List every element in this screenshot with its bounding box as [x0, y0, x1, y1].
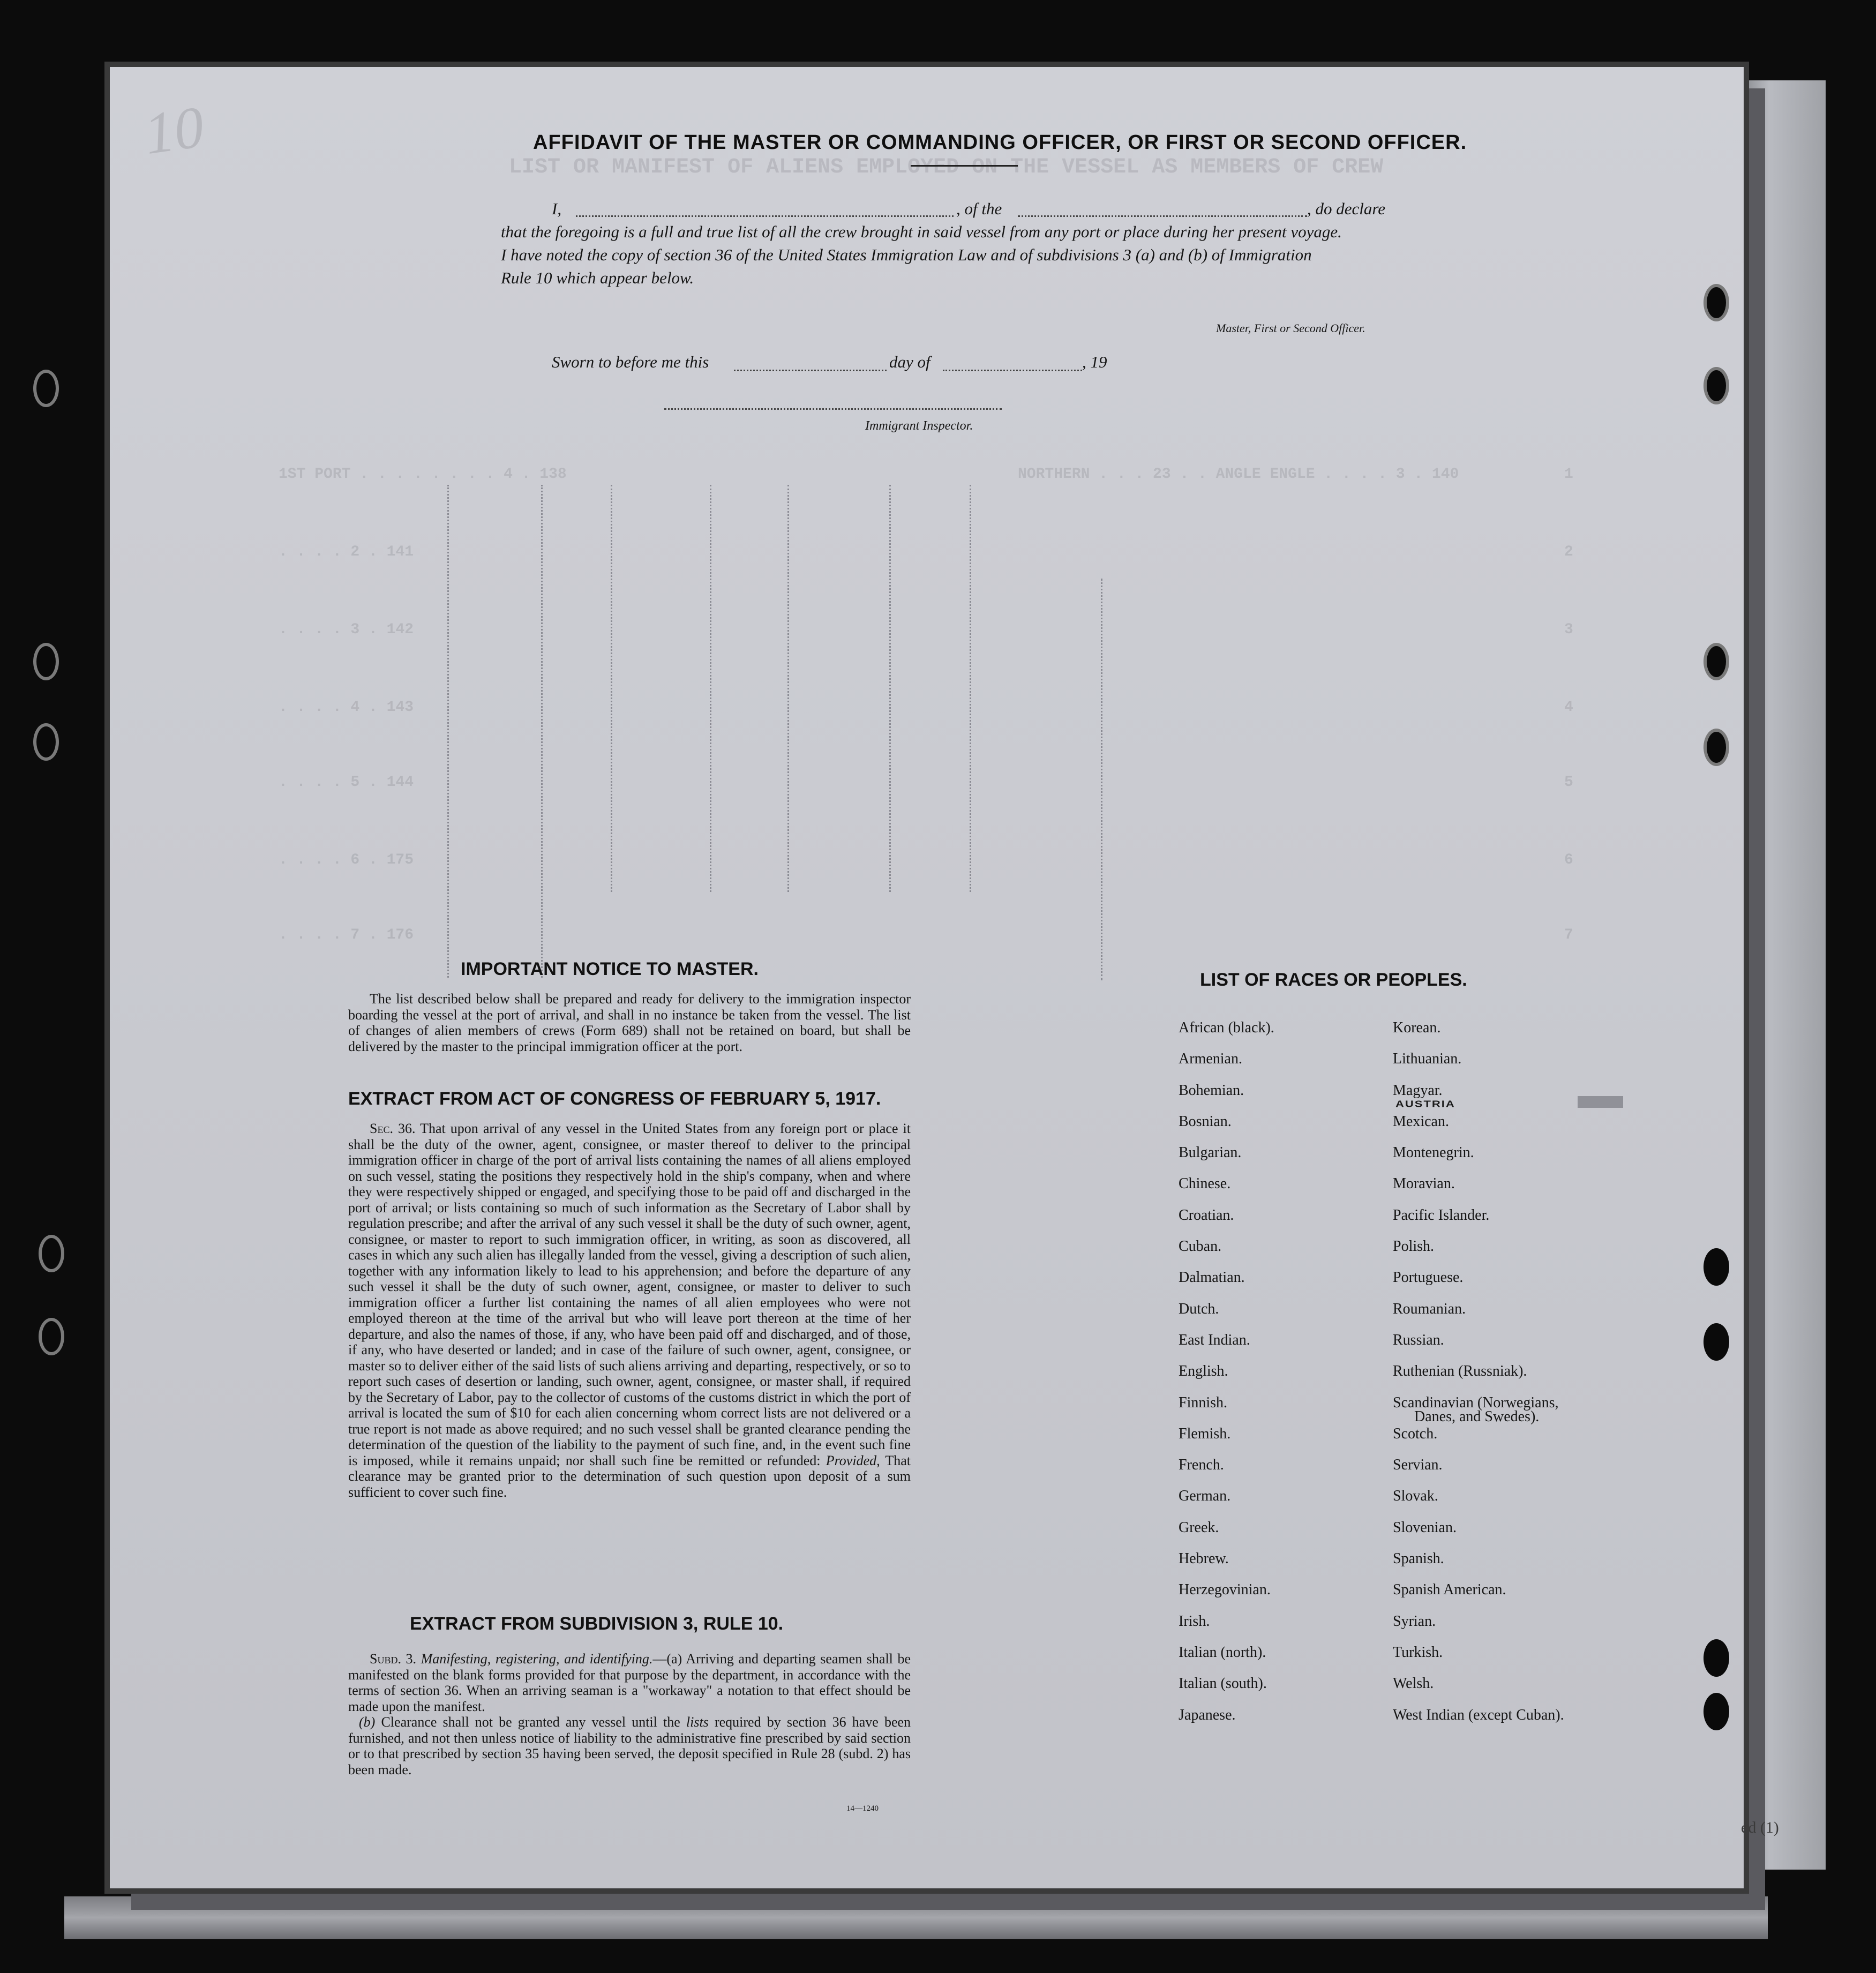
race-item: Irish. — [1179, 1612, 1210, 1630]
races-left-column — [1179, 1012, 1274, 1731]
race-item: Lithuanian. — [1393, 1051, 1462, 1068]
inspector-caption: Immigrant Inspector. — [865, 419, 973, 433]
punch-hole — [1704, 1639, 1729, 1677]
title-rule — [911, 165, 1018, 167]
race-item: Portuguese. — [1393, 1269, 1464, 1286]
race-item: Spanish. — [1393, 1550, 1444, 1567]
race-item: Slovak. — [1393, 1488, 1438, 1505]
subd-label: Subd. 3. — [370, 1651, 417, 1667]
of-the-text: , of the — [956, 199, 1002, 218]
lists-word: lists — [686, 1714, 709, 1730]
race-item: Bulgarian. — [1179, 1144, 1242, 1161]
race-item: Dutch. — [1179, 1300, 1219, 1317]
race-item: Croatian. — [1179, 1206, 1234, 1224]
race-item: Syrian. — [1393, 1612, 1436, 1630]
inspector-signature-blank — [664, 408, 1002, 410]
rule-10-text — [348, 1651, 911, 1777]
race-item: Mexican. — [1393, 1113, 1449, 1130]
race-item: French. — [1179, 1457, 1224, 1474]
race-item: African (black). — [1179, 1019, 1274, 1036]
section-label: Sec. 36. — [370, 1121, 416, 1136]
extract-act-heading: EXTRACT FROM ACT OF CONGRESS OF FEBRUARY 5, 1917. — [348, 1089, 881, 1109]
race-item: Welsh. — [1393, 1675, 1434, 1692]
race-item: Italian (south). — [1179, 1675, 1267, 1692]
race-item: West Indian (except Cuban). — [1393, 1706, 1564, 1723]
race-item: Russian. — [1393, 1331, 1444, 1348]
sworn-month-blank — [943, 370, 1082, 371]
extract-rule-heading: EXTRACT FROM SUBDIVISION 3, RULE 10. — [410, 1614, 784, 1634]
race-item: Scotch. — [1393, 1425, 1438, 1442]
race-item: Bosnian. — [1179, 1113, 1232, 1130]
punch-hole — [1704, 729, 1729, 766]
race-item: Armenian. — [1179, 1051, 1242, 1068]
punch-hole — [33, 370, 59, 407]
rule-para-b-1: Clearance shall not be granted any vessel until the — [381, 1714, 680, 1730]
race-item: Finnish. — [1179, 1394, 1228, 1411]
section-36-text — [348, 1121, 911, 1500]
race-item-scandinavian-cont: Danes, and Swedes). — [1414, 1408, 1540, 1425]
day-of-text: day of — [889, 352, 931, 371]
form-number: 14—1240 — [846, 1804, 879, 1813]
punch-hole — [1704, 284, 1729, 321]
race-item: English. — [1179, 1363, 1228, 1380]
page-edge-bottom — [64, 1896, 1768, 1939]
page-edge-right — [1745, 80, 1826, 1870]
race-item: Ruthenian (Russniak). — [1393, 1363, 1527, 1380]
race-item: Moravian. — [1393, 1175, 1455, 1192]
race-item: Bohemian. — [1179, 1082, 1244, 1099]
punch-hole — [33, 643, 59, 680]
punch-hole — [1704, 643, 1729, 680]
race-item: Flemish. — [1179, 1425, 1231, 1442]
corner-mark: ed (1) — [1741, 1819, 1779, 1836]
race-item: Turkish. — [1393, 1644, 1443, 1661]
punch-hole — [1704, 1693, 1729, 1730]
race-item: Herzegovinian. — [1179, 1581, 1271, 1599]
section-36-body: That upon arrival of any vessel in the United States from any foreign port or place it shall be the duty of the owner, agent, consignee, or master thereof to deliver to the principal immigration officer in charge of the port of arrival lists containing the names of all aliens employed on such vessel, stating the positions they respectively hold in the ship's company, when and where they were respectively shipped or engaged, and specifying those to be paid off and discharged in the port of arrival; or lists containing so much of such information as the Secretary of Labor shall by regulation prescribe; and after the arrival of any such vessel it shall be the duty of such owner, agent, consignee, or master to report to such immigration officer, in writing, as soon as discovered, all cases in which any such alien has illegally landed from the vessel, giving a description of such alien, together with any information likely to lead to his apprehension; and before the departure of any such vessel it shall be the duty of such owner, agent, consignee, or master to deliver to such immigration officer a further list containing the names of all alien employees who were not employed thereon at the time of the arrival but who will leave port thereon at the time of her departure, and also the names of those, if any, who have been paid off and discharged, and of those, if any, who have deserted or landed; and in case of the failure of such owner, agent, consignee, or master so to deliver either of the said lists of such aliens arriving and departing, respectively, or so to report such cases of desertion or landing, such owner, agent, consignee, or master shall, if required by the Secretary of Labor, pay to the collector of customs of the customs district in which the port of arrival is located the sum of $10 for each alien concerning whom correct lists are not delivered or a true report is not made as above required; and no such vessel shall be granted clearance pending the determination of the question of the liability to the payment of such fine, and, in the event such fine is imposed, while it remains unpaid; nor shall such fine be remitted or refunded: — [348, 1121, 911, 1468]
race-item: East Indian. — [1179, 1331, 1250, 1348]
punch-hole — [39, 1235, 64, 1272]
stamp-smudge — [1578, 1096, 1623, 1108]
important-notice-text: The list described below shall be prepared and ready for delivery to the immigration inspector boarding the vessel at the port of arrival, and shall in no instance be taken from the vessel. The list of changes of alien members of crews (Form 689) shall not be retained on board, but shall be delivered by the master to the principal immigration officer at the port. — [348, 991, 911, 1054]
punch-hole — [1704, 1248, 1729, 1286]
race-item: Slovenian. — [1393, 1519, 1457, 1536]
race-item: Cuban. — [1179, 1238, 1222, 1255]
sworn-prefix: Sworn to before me this — [552, 352, 709, 371]
race-item: Japanese. — [1179, 1706, 1236, 1723]
vessel-name-blank — [1018, 215, 1307, 217]
race-item: German. — [1179, 1488, 1231, 1505]
affidavit-title: AFFIDAVIT OF THE MASTER OR COMMANDING OFFICER, OR FIRST OR SECOND OFFICER. — [533, 131, 1467, 154]
race-item: Korean. — [1393, 1019, 1441, 1036]
subd-title: Manifesting, registering, and identifying. — [421, 1651, 653, 1667]
race-item-scandinavian: Scandinavian (Norwegians, — [1393, 1394, 1559, 1411]
important-notice-heading: IMPORTANT NOTICE TO MASTER. — [461, 959, 759, 979]
race-item: Greek. — [1179, 1519, 1219, 1536]
signature-caption: Master, First or Second Officer. — [1216, 321, 1365, 335]
rule-para-a: —(a) Arriving and departing seamen shall be manifested on the blank forms provided for that purpose by the department, in accordance with the terms of section 36. When an arriving seaman is a "workaway" a notation to that effect should be made upon the manifest. — [348, 1651, 911, 1714]
affidavit-line-2: that the foregoing is a full and true list of all the crew brought in said vessel from any port or place during her present voyage. — [501, 222, 1342, 241]
race-item: Pacific Islander. — [1393, 1206, 1490, 1224]
affidavit-line-3: I have noted the copy of section 36 of the United States Immigration Law and of subdivisions 3 (a) and (b) of Immigration — [501, 245, 1312, 264]
race-item: Montenegrin. — [1393, 1144, 1474, 1161]
race-item: Polish. — [1393, 1238, 1435, 1255]
rule-para-b-2: required by section 36 have been furnished, and not then unless notice of liability to the administrative fine prescribed by said section or to that prescribed by section 35 having been served, the deposit specified in Rule 28 (subd. 2) has been made. — [348, 1714, 911, 1777]
race-item: Chinese. — [1179, 1175, 1231, 1192]
race-item — [1393, 1387, 1564, 1425]
declarant-prefix: I, — [552, 199, 562, 218]
punch-hole — [1704, 367, 1729, 404]
austria-stamp: AUSTRIA — [1395, 1098, 1455, 1109]
race-item: Magyar. — [1393, 1082, 1443, 1099]
sworn-day-blank — [734, 370, 887, 371]
race-item: Hebrew. — [1179, 1550, 1229, 1567]
declarant-name-blank — [576, 215, 954, 217]
race-item: Spanish American. — [1393, 1581, 1506, 1599]
races-right-column — [1393, 1012, 1564, 1731]
race-item: Dalmatian. — [1179, 1269, 1245, 1286]
sworn-year-text: , 19 — [1082, 352, 1107, 371]
margin-scrawl: 10 — [140, 93, 208, 167]
punch-hole — [33, 723, 59, 761]
provided-word: Provided, — [826, 1452, 880, 1468]
do-declare-text: , do declare — [1307, 199, 1386, 218]
races-heading: LIST OF RACES OR PEOPLES. — [1200, 970, 1467, 990]
race-item: Roumanian. — [1393, 1300, 1466, 1317]
punch-hole — [1704, 1323, 1729, 1361]
section-36-end: That clearance may be granted prior to the determination of such question upon deposit of a sum sufficient to cover such fine. — [348, 1452, 911, 1500]
affidavit-line-4: Rule 10 which appear below. — [501, 268, 694, 287]
race-item: Italian (north). — [1179, 1644, 1266, 1661]
race-item: Servian. — [1393, 1457, 1443, 1474]
para-b-label: (b) — [359, 1714, 376, 1730]
punch-hole — [39, 1318, 64, 1355]
